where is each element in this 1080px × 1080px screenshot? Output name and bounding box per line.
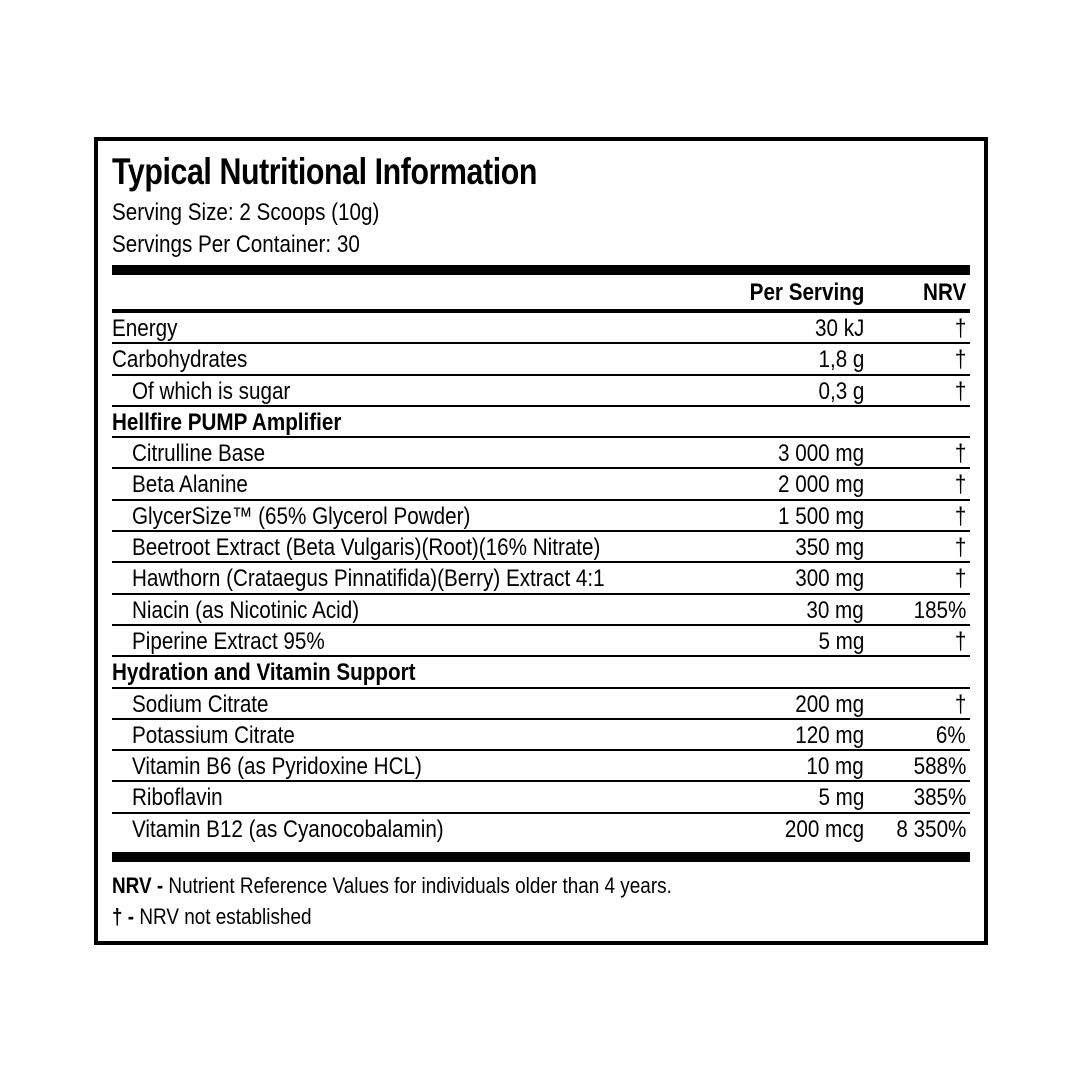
nutrient-row xyxy=(112,344,970,375)
nrv-value: † xyxy=(954,502,966,530)
nutrient-name: Vitamin B12 (as Cyanocobalamin) xyxy=(132,815,444,843)
per-serving-value: 30 kJ xyxy=(814,315,864,342)
nutrient-name: GlycerSize™ (65% Glycerol Powder) xyxy=(132,502,471,530)
nutrient-name: Carbohydrates xyxy=(112,346,248,374)
per-serving-value: 1,8 g xyxy=(818,346,864,374)
nutrient-row xyxy=(112,501,970,532)
top-divider xyxy=(112,265,970,275)
footnote-dagger-abbr: † - xyxy=(112,904,135,929)
nrv-value: † xyxy=(954,534,966,562)
nutrient-row xyxy=(112,313,970,344)
nutrient-name: Of which is sugar xyxy=(132,377,291,405)
servings-per-container: Servings Per Container: 30 xyxy=(112,231,360,258)
nutrient-name: Riboflavin xyxy=(132,784,223,812)
per-serving-value: 5 mg xyxy=(818,627,864,655)
per-serving-value: 200 mcg xyxy=(784,815,864,843)
nutrient-row xyxy=(112,782,970,813)
nutrient-name: Potassium Citrate xyxy=(132,721,295,749)
nutrient-name: Hawthorn (Crataegus Pinnatifida)(Berry) Extract 4:1 xyxy=(132,565,605,593)
nutrient-name: Niacin (as Nicotinic Acid) xyxy=(132,596,360,624)
section-title: Hydration and Vitamin Support xyxy=(112,659,416,687)
nrv-value: † xyxy=(954,346,966,374)
per-serving-value: 120 mg xyxy=(795,721,864,749)
nutrient-row xyxy=(112,751,970,782)
nutrient-name: Citrulline Base xyxy=(132,440,266,468)
nutrient-rows xyxy=(112,313,970,845)
per-serving-value: 350 mg xyxy=(795,534,864,562)
section-title: Hellfire PUMP Amplifier xyxy=(112,408,342,436)
nrv-value: † xyxy=(954,565,966,593)
per-serving-value: 3 000 mg xyxy=(777,440,864,468)
per-serving-value: 300 mg xyxy=(795,565,864,593)
nutrient-row xyxy=(112,626,970,657)
nrv-value: † xyxy=(954,315,966,342)
nrv-value: 6% xyxy=(936,721,966,749)
column-header xyxy=(112,279,970,309)
per-serving-value: 200 mg xyxy=(795,690,864,718)
per-serving-value: 5 mg xyxy=(818,784,864,812)
nutrient-row xyxy=(112,469,970,500)
per-serving-value: 2 000 mg xyxy=(777,471,864,499)
nrv-value: † xyxy=(954,440,966,468)
footnote-dagger xyxy=(112,904,311,930)
nrv-value: 185% xyxy=(913,596,966,624)
nutrient-name: Vitamin B6 (as Pyridoxine HCL) xyxy=(132,753,422,781)
nutrient-row xyxy=(112,720,970,751)
nutrient-row xyxy=(112,532,970,563)
nrv-value: † xyxy=(954,690,966,718)
nutrient-name: Energy xyxy=(112,315,178,342)
nrv-value: 8 350% xyxy=(895,815,966,843)
nrv-value: 588% xyxy=(913,753,966,781)
footnote-nrv xyxy=(112,873,672,899)
nrv-value: † xyxy=(954,627,966,655)
nrv-value: † xyxy=(954,471,966,499)
section-header-row xyxy=(112,657,970,688)
footnote-nrv-text: Nutrient Reference Values for individuals older than 4 years. xyxy=(163,873,672,898)
nutrient-row xyxy=(112,689,970,720)
per-serving-value: 1 500 mg xyxy=(777,502,864,530)
per-serving-value: 10 mg xyxy=(806,753,864,781)
nrv-value: † xyxy=(954,377,966,405)
per-serving-value: 0,3 g xyxy=(818,377,864,405)
section-header-row xyxy=(112,407,970,438)
nutrient-row xyxy=(112,563,970,594)
nutrient-row xyxy=(112,814,970,845)
nutrient-row xyxy=(112,376,970,407)
nutrient-row xyxy=(112,438,970,469)
column-nrv: NRV xyxy=(922,279,966,306)
serving-size: Serving Size: 2 Scoops (10g) xyxy=(112,199,380,226)
column-per-serving: Per Serving xyxy=(749,279,864,306)
nutrient-name: Sodium Citrate xyxy=(132,690,269,718)
footnote-dagger-text: NRV not established xyxy=(134,904,312,929)
nutrient-name: Piperine Extract 95% xyxy=(132,627,325,655)
bottom-divider xyxy=(112,852,970,862)
footnote-nrv-abbr: NRV - xyxy=(112,873,164,898)
nutrient-name: Beta Alanine xyxy=(132,471,248,499)
per-serving-value: 30 mg xyxy=(806,596,864,624)
nrv-value: 385% xyxy=(913,784,966,812)
nutrient-name: Beetroot Extract (Beta Vulgaris)(Root)(16% Nitrate) xyxy=(132,534,601,562)
nutrient-row xyxy=(112,595,970,626)
panel-title: Typical Nutritional Information xyxy=(112,151,537,192)
nutrition-panel xyxy=(94,137,988,945)
